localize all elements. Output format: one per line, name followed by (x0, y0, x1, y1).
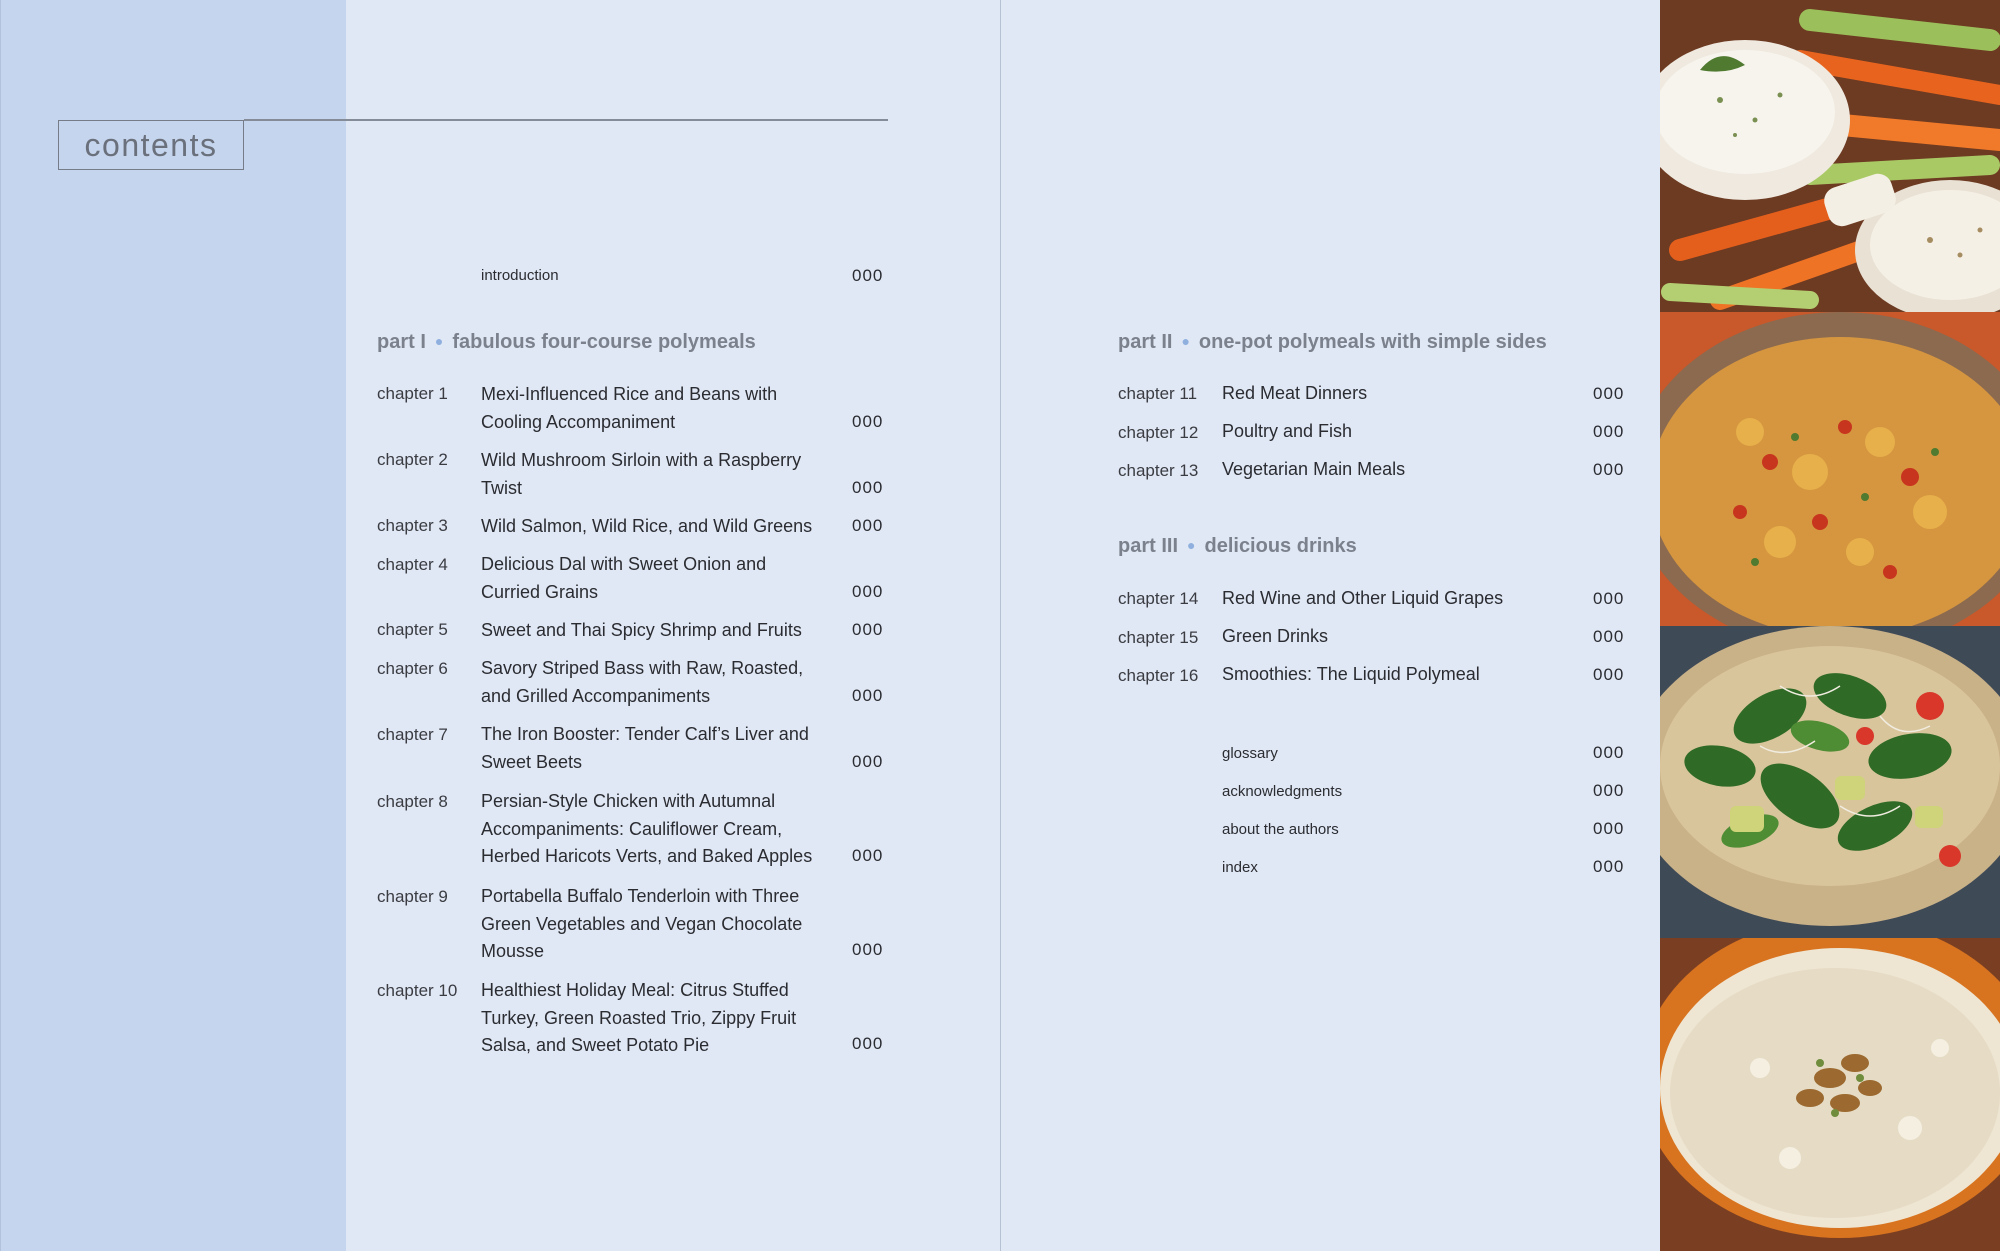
chapter-label: chapter 6 (377, 659, 448, 678)
chapter-label: chapter 4 (377, 555, 448, 574)
spinach-salad-photo (1660, 626, 2000, 938)
chapter-page: 000 (852, 686, 884, 705)
chapter-page: 000 (852, 940, 884, 959)
chapter-page: 000 (1593, 589, 1625, 608)
chapter-page: 000 (1593, 460, 1625, 479)
chapter-page: 000 (1593, 665, 1625, 684)
chapter-page: 000 (852, 846, 884, 865)
chapter-page: 000 (1593, 422, 1625, 441)
heading-rule (244, 119, 888, 121)
chapter-label: chapter 5 (377, 620, 448, 639)
intro-page: 000 (852, 266, 884, 285)
bullet-icon: ● (1181, 333, 1190, 349)
chapter-title: Sweet and Thai Spicy Shrimp and Fruits (481, 620, 802, 640)
part-heading-1 (377, 331, 756, 354)
part-heading-3 (1118, 535, 1357, 558)
chapter-page: 000 (1593, 384, 1625, 403)
chapter-title: Green Drinks (1222, 626, 1329, 646)
backmatter-label: index (1222, 859, 1258, 876)
part-title: fabulous four-course polymeals (452, 331, 756, 353)
chapter-label: chapter 1 (377, 384, 448, 403)
bullet-icon: ● (434, 333, 444, 349)
chapter-title: Mexi-Influenced Rice and Beans with Cooling Accompaniment (481, 384, 778, 432)
chapter-title: Persian-Style Chicken with Autumnal Accompaniments: Cauliflower Cream, Herbed Haricots Verts, and Baked Apples (481, 791, 813, 866)
chapter-title: The Iron Booster: Tender Calf’s Liver and Sweet Beets (481, 724, 809, 772)
chapter-title: Smoothies: The Liquid Polymeal (1222, 664, 1480, 684)
chapter-page: 000 (852, 478, 884, 497)
chapter-label: chapter 9 (377, 887, 448, 906)
backmatter-page: 000 (1593, 819, 1625, 838)
backmatter-page: 000 (1593, 781, 1625, 800)
chapter-title: Wild Salmon, Wild Rice, and Wild Greens (481, 516, 813, 536)
chapter-page: 000 (852, 412, 884, 431)
rice-casserole-photo (1660, 312, 2000, 626)
chapter-title: Healthiest Holiday Meal: Citrus Stuffed Turkey, Green Roasted Trio, Zippy Fruit Salsa, and Sweet Potato Pie (481, 980, 797, 1055)
intro-label: introduction (481, 267, 559, 284)
chapter-label: chapter 10 (377, 981, 458, 1000)
chapter-page: 000 (852, 752, 884, 771)
contents-heading: contents (58, 120, 244, 170)
chapter-title: Red Meat Dinners (1222, 383, 1368, 403)
chapter-label: chapter 12 (1118, 423, 1199, 442)
chapter-label: chapter 7 (377, 725, 448, 744)
chapter-title: Wild Mushroom Sirloin with a Raspberry Twist (481, 450, 802, 498)
chapter-label: chapter 14 (1118, 589, 1199, 608)
chapter-label: chapter 3 (377, 516, 448, 535)
chapter-label: chapter 16 (1118, 666, 1199, 685)
chapter-page: 000 (852, 582, 884, 601)
chapter-page: 000 (1593, 627, 1625, 646)
page-spine (1000, 0, 1001, 1251)
part-title: delicious drinks (1204, 535, 1357, 557)
bullet-icon: ● (1187, 537, 1196, 553)
part-number: part III (1118, 535, 1179, 557)
chapter-title: Vegetarian Main Meals (1222, 459, 1406, 479)
chapter-title: Savory Striped Bass with Raw, Roasted, and Grilled Accompaniments (481, 658, 804, 706)
part-title: one-pot polymeals with simple sides (1198, 331, 1547, 353)
chapter-page: 000 (852, 516, 884, 535)
left-margin-band (0, 0, 346, 1251)
chapter-title: Poultry and Fish (1222, 421, 1353, 441)
chapter-title: Delicious Dal with Sweet Onion and Curried Grains (481, 554, 767, 602)
food-photo-strip (1660, 0, 2000, 1251)
chapter-label: chapter 2 (377, 450, 448, 469)
chapter-page: 000 (852, 1034, 884, 1053)
backmatter-page: 000 (1593, 743, 1625, 762)
crudite-dip-photo (1660, 0, 2000, 312)
backmatter-page: 000 (1593, 857, 1625, 876)
part-number: part I (377, 331, 426, 353)
backmatter-label: acknowledgments (1222, 783, 1343, 800)
part-number: part II (1118, 331, 1173, 353)
backmatter-label: glossary (1222, 745, 1278, 762)
chapter-page: 000 (852, 620, 884, 639)
chapter-label: chapter 13 (1118, 461, 1199, 480)
part-heading-2 (1118, 331, 1547, 354)
chapter-title: Red Wine and Other Liquid Grapes (1222, 588, 1504, 608)
chapter-title: Portabella Buffalo Tenderloin with Three Green Vegetables and Vegan Chocolate Mousse (481, 886, 803, 961)
backmatter-label: about the authors (1222, 821, 1339, 838)
chapter-label: chapter 15 (1118, 628, 1199, 647)
creamy-soup-photo (1660, 938, 2000, 1251)
chapter-label: chapter 11 (1118, 384, 1198, 403)
chapter-label: chapter 8 (377, 792, 448, 811)
